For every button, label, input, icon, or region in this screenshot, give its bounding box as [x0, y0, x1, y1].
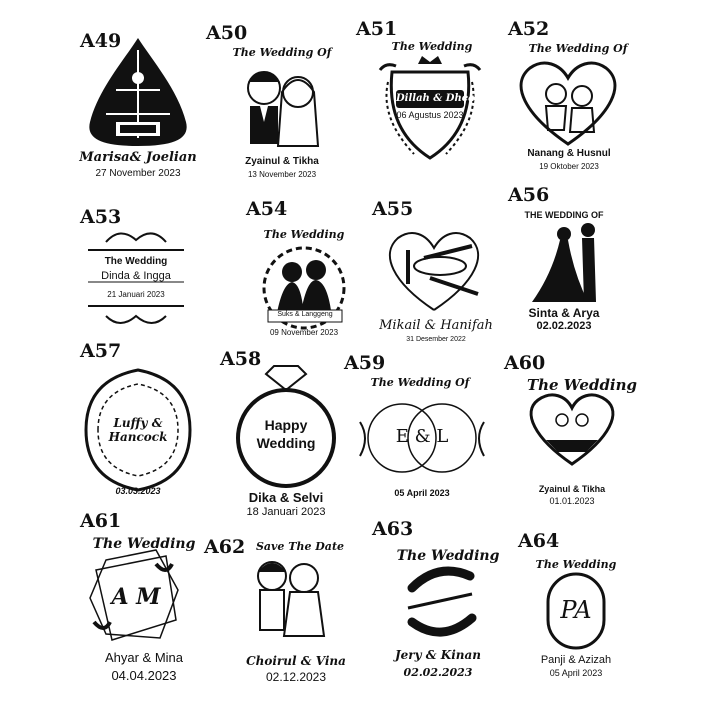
couple-names: Mikail & Hanifah: [379, 318, 493, 333]
wedding-date: 02.02.2023: [536, 320, 592, 332]
design-a59[interactable]: [340, 352, 516, 520]
design-code: A60: [504, 352, 546, 374]
design-code: A54: [246, 198, 288, 220]
design-a56[interactable]: [504, 184, 680, 352]
design-a62[interactable]: [200, 536, 376, 704]
design-code: A63: [372, 518, 414, 540]
wedding-date: 13 November 2023: [247, 170, 317, 179]
wedding-title: The Wedding: [92, 536, 196, 552]
couple-names: Nanang & Husnul: [527, 148, 611, 159]
wedding-title: The Wedding: [535, 558, 617, 571]
couple-names: Zyainul & Tikha: [538, 484, 606, 494]
wedding-date: 05 April 2023: [394, 488, 450, 498]
couple-names: Ahyar & Mina: [104, 650, 184, 665]
monogram: E & L: [395, 426, 449, 447]
wedding-title: The Wedding Of: [232, 46, 332, 59]
design-code: A56: [508, 184, 550, 206]
design-code: A64: [518, 530, 560, 552]
couple-names: Marisa& Joelian: [79, 150, 197, 165]
wedding-date: 02.12.2023: [265, 670, 327, 684]
monogram: A M: [111, 584, 161, 610]
monogram: PA: [560, 596, 592, 624]
wedding-date: 21 Januari 2023: [107, 290, 165, 299]
wedding-title: The Wedding Of: [370, 376, 470, 389]
wedding-title: The Wedding: [391, 40, 473, 53]
wedding-title: Happy Wedding: [256, 417, 316, 451]
banner-names: Suks & Langgeng: [277, 311, 333, 318]
wedding-date: 06 Agustus 2023: [396, 110, 464, 120]
couple-names: Dinda & Ingga: [101, 270, 171, 282]
couple-names: Jery & Kinan: [394, 648, 481, 662]
wedding-title: The Wedding Of: [528, 42, 628, 55]
design-a64[interactable]: [514, 530, 690, 698]
couple-names: Zyainul & Tikha: [245, 156, 319, 167]
wedding-title: The Wedding: [263, 228, 345, 241]
design-a51[interactable]: [352, 18, 528, 186]
wedding-title: Save The Date: [255, 540, 345, 553]
wedding-date: 03.03.2023: [115, 486, 161, 496]
wedding-date: 02.02.2023: [403, 666, 473, 679]
couple-names: Dillah & Dhea: [396, 93, 475, 104]
wedding-title: THE WEDDING OF: [524, 210, 604, 220]
design-code: A62: [204, 536, 246, 558]
design-code: A58: [220, 348, 262, 370]
wedding-date: 09 November 2023: [269, 328, 339, 337]
design-code: A52: [508, 18, 550, 40]
design-code: A50: [206, 22, 248, 44]
wedding-date: 05 April 2023: [549, 668, 603, 678]
couple-names: Sinta & Arya: [528, 306, 600, 320]
wedding-date: 04.04.2023: [111, 668, 177, 683]
design-code: A61: [80, 510, 122, 532]
wedding-date: 31 Desember 2022: [406, 336, 466, 343]
wedding-date: 01.01.2023: [549, 496, 595, 506]
design-code: A53: [80, 206, 122, 228]
couple-names: Choirul & Vina: [246, 654, 346, 668]
wedding-date: 18 Januari 2023: [246, 506, 326, 518]
couple-names: Dika & Selvi: [248, 490, 324, 505]
design-code: A49: [80, 30, 122, 52]
wedding-title: The Wedding: [396, 548, 500, 564]
design-code: A57: [80, 340, 122, 362]
design-a60[interactable]: [500, 352, 676, 520]
design-code: A51: [356, 18, 398, 40]
wedding-title: The Wedding: [104, 256, 168, 267]
design-a52[interactable]: [504, 18, 680, 186]
couple-names: Panji & Azizah: [540, 654, 612, 666]
wedding-date: 19 Oktober 2023: [539, 162, 599, 171]
couple-names: Luffy & Hancock: [108, 416, 168, 444]
design-code: A59: [344, 352, 386, 374]
design-code: A55: [372, 198, 414, 220]
wedding-title: The Wedding: [526, 376, 638, 394]
wedding-date: 27 November 2023: [95, 168, 181, 179]
